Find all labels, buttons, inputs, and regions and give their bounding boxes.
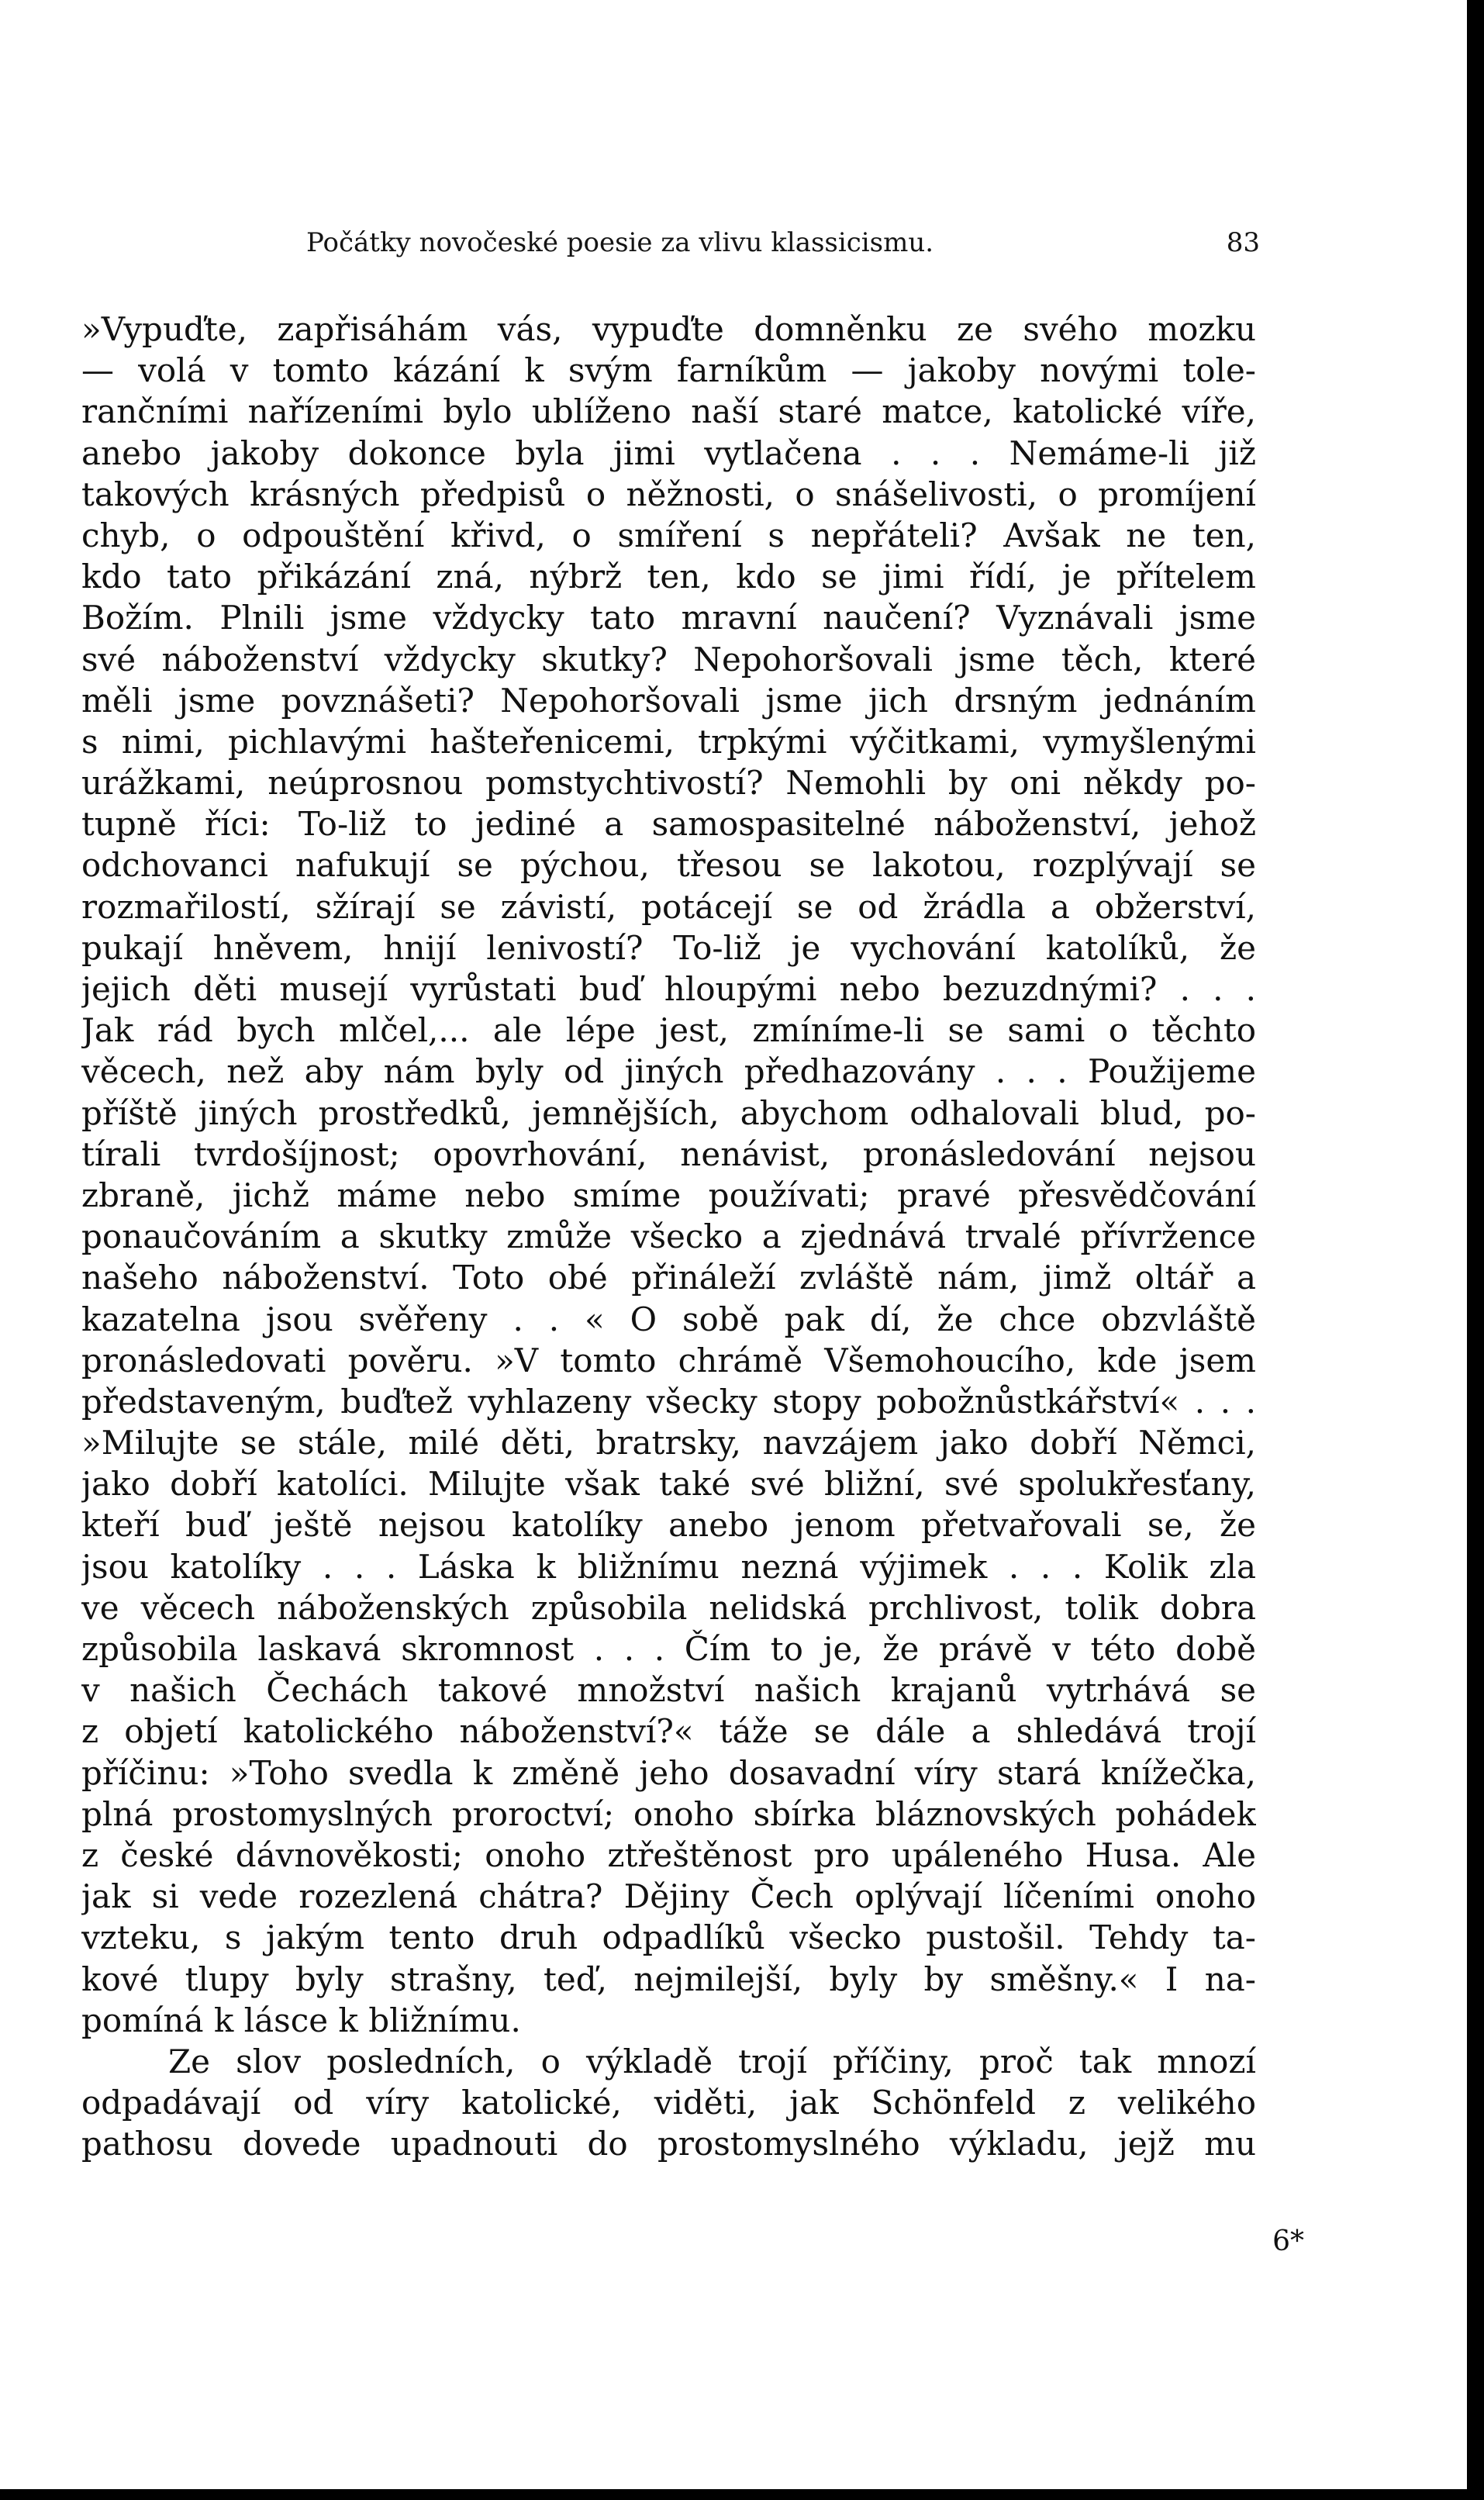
text-line: odchovanci nafukují se pýchou, třesou se lakotou, rozplývají se — [81, 846, 1256, 885]
paragraph — [81, 2041, 1256, 2165]
text-line: kové tlupy byly strašny, teď, nejmilejší, byly by směšny.« I na- — [81, 1960, 1256, 1998]
paragraph — [81, 309, 1256, 2041]
running-title: Počátky novočeské poesie za vlivu klassicismu. — [306, 227, 934, 258]
text-line: měli jsme povznášeti? Nepohoršovali jsme jich drsným jednáním — [81, 681, 1256, 720]
text-line: pukají hněvem, hnijí lenivostí? To-liž je vychování katolíků, že — [81, 928, 1256, 967]
text-line: z české dávnověkosti; onoho ztřeštěnost pro upáleného Husa. Ale — [81, 1835, 1256, 1874]
text-line: jako dobří katolíci. Milujte však také své bližní, své spolukřesťany, — [81, 1465, 1256, 1504]
text-line: jejich děti musejí vyrůstati buď hloupými nebo bezuzdnými? . . . — [81, 970, 1256, 1008]
text-line: — volá v tomto kázání k svým farníkům — jakoby novými tole- — [81, 351, 1256, 390]
text-line: příště jiných prostředků, jemnějších, abychom odhalovali blud, po- — [81, 1093, 1256, 1132]
text-line: Božím. Plnili jsme vždycky tato mravní naučení? Vyznávali jsme — [81, 599, 1256, 637]
text-line: tírali tvrdošíjnost; opovrhování, nenávist, pronásledování nejsou — [81, 1134, 1256, 1173]
text-line: »Milujte se stále, milé děti, bratrsky, navzájem jako dobří Němci, — [81, 1424, 1256, 1462]
text-line: našeho náboženství. Toto obé přináleží zvláště nám, jimž oltář a — [81, 1259, 1256, 1297]
text-line: v našich Čechách takové množství našich krajanů vytrhává se — [81, 1671, 1256, 1710]
page-number: 83 — [1226, 227, 1260, 258]
text-line: kazatelna jsou svěřeny . . « O sobě pak dí, že chce obzvláště — [81, 1300, 1256, 1338]
text-line: představeným, buďtež vyhlazeny všecky stopy pobožnůstkářství« . . . — [81, 1382, 1256, 1421]
text-line: rozmařilostí, sžírají se závistí, potácejí se od žrádla a obžerství, — [81, 887, 1256, 926]
text-line: příčinu: »Toho svedla k změně jeho dosavadní víry stará knížečka, — [81, 1753, 1256, 1792]
text-line: anebo jakoby dokonce byla jimi vytlačena . . . Nemáme-li již — [81, 433, 1256, 472]
text-line: tupně říci: To-liž to jediné a samospasitelné náboženství, jehož — [81, 805, 1256, 844]
text-line: zbraně, jichž máme nebo smíme používati; pravé přesvědčování — [81, 1176, 1256, 1214]
signature-mark: 6* — [1272, 2225, 1304, 2257]
body-text — [81, 309, 1256, 2164]
text-line: kdo tato přikázání zná, nýbrž ten, kdo se jimi řídí, je přítelem — [81, 558, 1256, 596]
text-line: z objetí katolického náboženství?« táže se dále a shledává trojí — [81, 1712, 1256, 1751]
text-line: své náboženství vždycky skutky? Nepohoršovali jsme těch, které — [81, 640, 1256, 679]
text-line: s nimi, pichlavými hašteřenicemi, trpkými výčitkami, vymyšlenými — [81, 722, 1256, 761]
text-line: Jak rád bych mlčel,... ale lépe jest, zmíníme-li se sami o těchto — [81, 1011, 1256, 1050]
text-line: pomíná k lásce k bližnímu. — [81, 2001, 521, 2039]
text-line: pronásledovati pověru. »V tomto chrámě Všemohoucího, kde jsem — [81, 1341, 1256, 1379]
text-line: takových krásných předpisů o něžnosti, o snášelivosti, o promíjení — [81, 475, 1256, 513]
text-line: pathosu dovede upadnouti do prostomyslného výkladu, jejž mu — [81, 2125, 1256, 2163]
text-line: jsou katolíky . . . Láska k bližnímu nezná výjimek . . . Kolik zla — [81, 1547, 1256, 1586]
text-line: způsobila laskavá skromnost . . . Čím to je, že právě v této době — [81, 1630, 1256, 1668]
text-line: kteří buď ještě nejsou katolíky anebo jenom přetvařovali se, že — [81, 1506, 1256, 1545]
text-line: věcech, než aby nám byly od jiných předhazovány . . . Použijeme — [81, 1052, 1256, 1091]
page-header — [306, 227, 1260, 266]
text-line: jak si vede rozezlená chátra? Dějiny Čech oplývají líčeními onoho — [81, 1877, 1256, 1916]
text-line: ve věcech náboženských způsobila nelidská prchlivost, tolik dobra — [81, 1588, 1256, 1627]
text-line: odpadávají od víry katolické, viděti, jak Schönfeld z velikého — [81, 2084, 1256, 2122]
text-line: Ze slov posledních, o výkladě trojí příčiny, proč tak mnozí — [168, 2042, 1256, 2080]
text-line: chyb, o odpouštění křivd, o smíření s nepřáteli? Avšak ne ten, — [81, 516, 1256, 554]
text-line: rančními nařízeními bylo ublíženo naší staré matce, katolické víře, — [81, 392, 1256, 431]
text-line: urážkami, neúprosnou pomstychtivostí? Nemohli by oni někdy po- — [81, 764, 1256, 803]
text-line: vzteku, s jakým tento druh odpadlíků všecko pustošil. Tehdy ta- — [81, 1918, 1256, 1957]
text-line: »Vypuďte, zapřisáhám vás, vypuďte domněnku ze svého mozku — [81, 310, 1256, 348]
text-line: ponaučováním a skutky zmůže všecko a zjednává trvalé přívržence — [81, 1217, 1256, 1256]
text-line: plná prostomyslných proroctví; onoho sbírka bláznovských pohádek — [81, 1794, 1256, 1833]
